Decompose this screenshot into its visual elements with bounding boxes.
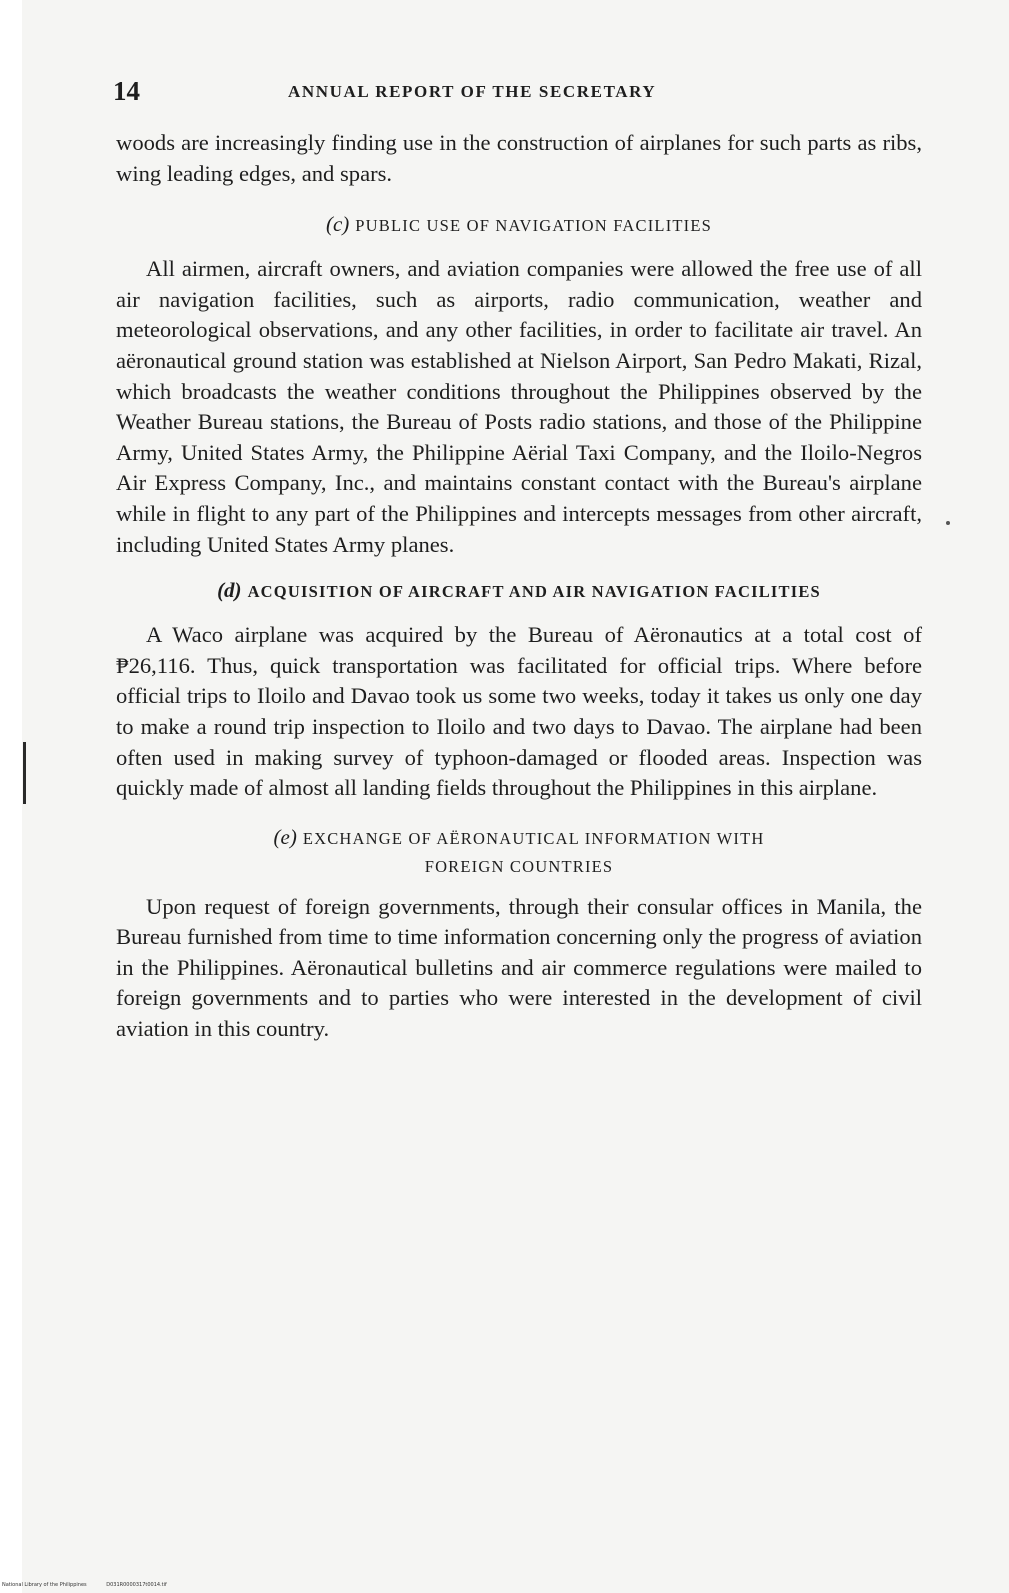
section-title-e-line2: FOREIGN COUNTRIES [424,856,614,876]
section-heading-e [116,823,922,881]
section-letter-c: (c) [325,212,350,237]
binding-edge-mark [23,742,26,804]
section-heading-c [116,210,922,240]
page-body [116,128,922,1045]
page-header [113,74,921,114]
section-title-e: EXCHANGE OF AËRONAUTICAL INFORMATION WITH [302,828,765,848]
running-head: ANNUAL REPORT OF THE SECRETARY [288,82,657,101]
section-title-d: ACQUISITION OF AIRCRAFT AND AIR NAVIGATION FACILITIES [247,582,821,602]
section-paragraph-e: Upon request of foreign governments, through their consular offices in Manila, the Bureau furnished from time to time information concerning only the progress of aviation in the Philippines. Aëronautical bulletins and air commerce regulations were mailed to foreign governments and to parties who were interested in the development of civil aviation in this country. [116,893,922,1042]
scan-speck [946,521,950,525]
footer-library: National Library of the Philippines [2,1582,87,1588]
section-letter-d: (d) [217,578,242,603]
section-paragraph-c: All airmen, aircraft owners, and aviation companies were allowed the free use of all air navigation facilities, such as airports, radio communication, weather and meteorological observations, and any other facilities, in order to facilitate air travel. An aëronautical ground station was established at Nielson Airport, San Pedro Makati, Rizal, which broadcasts the weather conditions throughout the Philippines observed by the Weather Bureau stations, the Bureau of Posts radio stations, and those of the Philippine Army, United States Army, the Philippine Aërial Taxi Company, and the Iloilo-Negros Air Express Company, Inc., and maintains constant contact with the Bureau's airplane while in flight to any part of the Philippines and intercepts messages from other aircraft, including United States Army planes. [116,256,922,557]
section-paragraph-d: A Waco airplane was acquired by the Bureau of Aëronautics at a total cost of ₱26,116. Thus, quick transportation was facilitated for official trips. Where before official trips to Iloilo and Davao took us some two weeks, today it takes us only one day to make a round trip inspection to Iloilo and two days to Davao. The airplane had been often used in making survey of typhoon-damaged or flooded areas. Inspection was quickly made of almost all landing fields throughout the Philippines in this airplane. [116,622,922,801]
page-number: 14 [113,76,140,106]
footer-code: D031R0000317t0014.tif [106,1582,167,1588]
section-heading-d [116,576,922,606]
section-title-c: PUBLIC USE OF NAVIGATION FACILITIES [355,216,713,236]
section-letter-e: (e) [273,824,297,849]
archive-footer [2,1582,185,1588]
opening-paragraph: woods are increasingly finding use in the construction of airplanes for such parts as ribs, wing leading edges, and spars. [116,130,922,186]
